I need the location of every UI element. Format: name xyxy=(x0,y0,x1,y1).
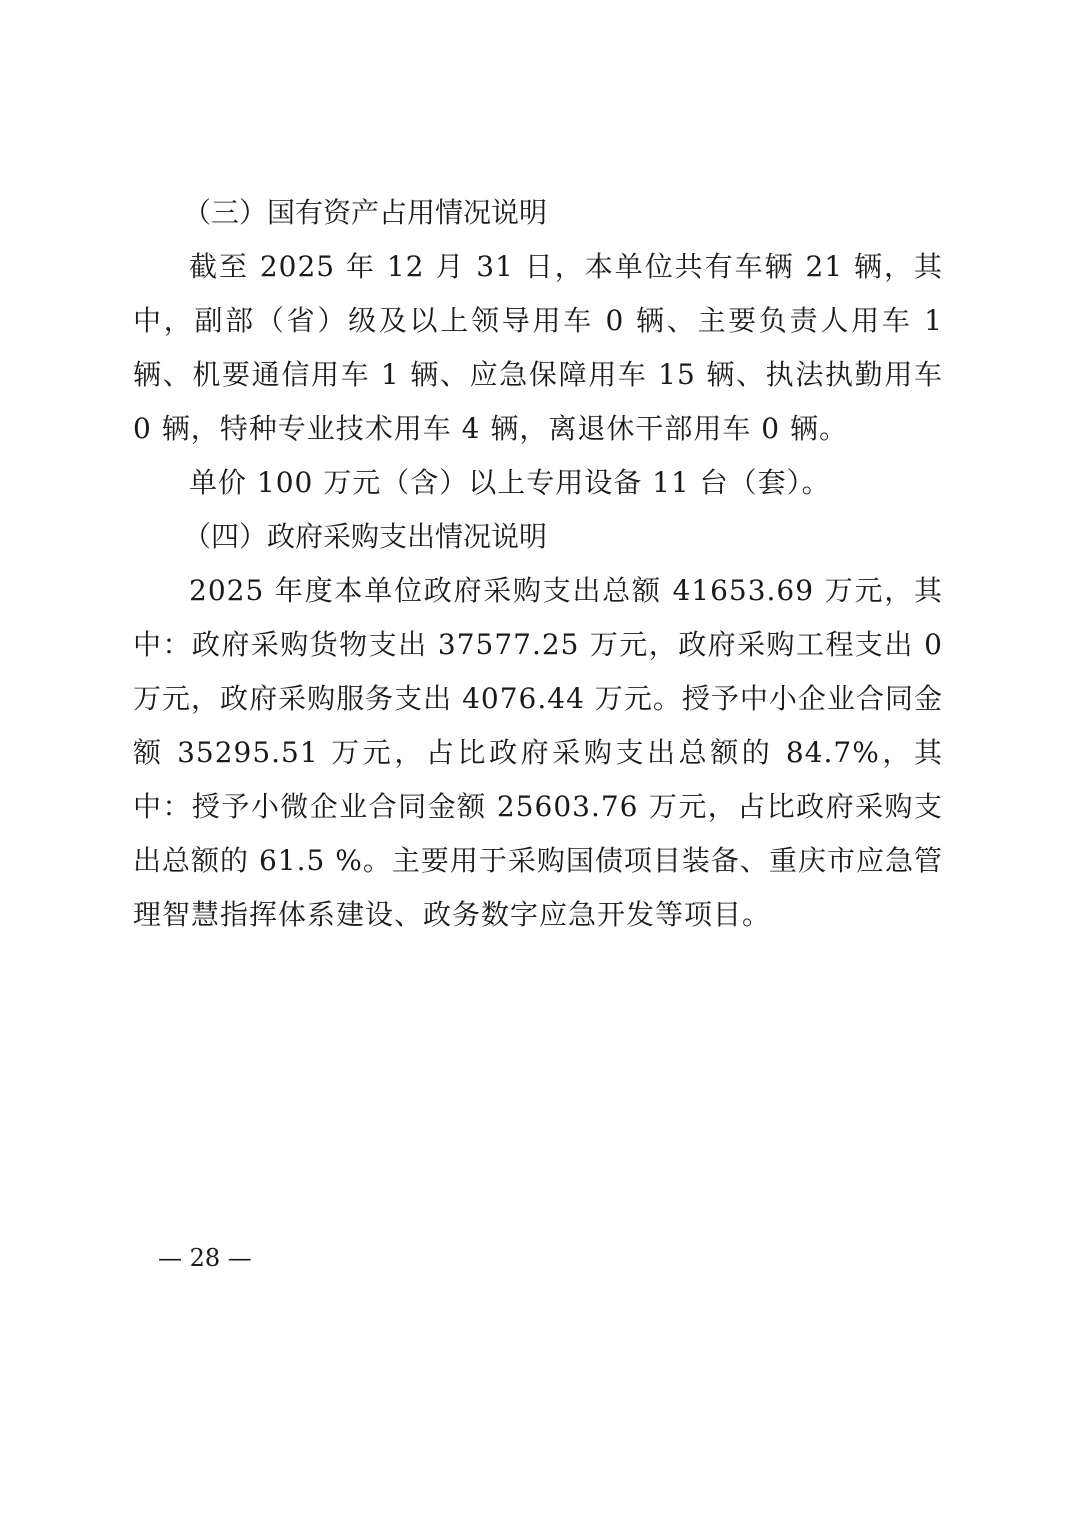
paragraph-vehicles: 截至 2025 年 12 月 31 日，本单位共有车辆 21 辆，其中，副部（省）级及以上领导用车 0 辆、主要负责人用车 1 辆、机要通信用车 1 辆、应急保障用车 15 辆、执法执勤用车 0 辆，特种专业技术用车 4 辆，离退休干部用车 0 辆。 xyxy=(133,250,943,445)
page-content xyxy=(133,186,943,942)
section-heading-procurement: （四）政府采购支出情况说明 xyxy=(183,520,548,553)
paragraph-procurement: 2025 年度本单位政府采购支出总额 41653.69 万元，其中：政府采购货物支出 37577.25 万元，政府采购工程支出 0 万元，政府采购服务支出 4076.44 万元。授予中小企业合同金额 35295.51 万元，占比政府采购支出总额的 84.7%，其中：授予小微企业合同金额 25603.76 万元，占比政府采购支出总额的 61.5 %。主要用于采购国债项目装备、重庆市应急管理智慧指挥体系建设、政务数字应急开发等项目。 xyxy=(133,574,943,931)
section-heading-assets: （三）国有资产占用情况说明 xyxy=(183,196,548,229)
paragraph-equipment: 单价 100 万元（含）以上专用设备 11 台（套）。 xyxy=(189,466,831,499)
page-number: — 28 — xyxy=(158,1244,252,1272)
